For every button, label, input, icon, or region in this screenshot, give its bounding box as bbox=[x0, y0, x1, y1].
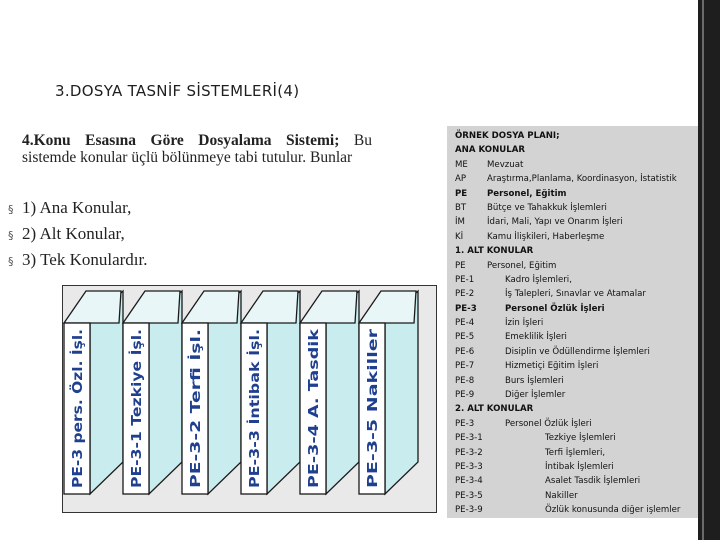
bullet-text: 1) Ana Konular, bbox=[22, 198, 132, 217]
plan-code: ME bbox=[455, 159, 468, 170]
plan-row bbox=[447, 402, 698, 416]
plan-description: Diğer İşlemler bbox=[505, 390, 566, 401]
binder-top-face bbox=[300, 291, 357, 323]
plan-row bbox=[447, 259, 698, 273]
slide-title: 3.DOSYA TASNİF SİSTEMLERİ(4) bbox=[55, 82, 300, 100]
binder-top-face bbox=[123, 291, 180, 323]
plan-code: PE-3-4 bbox=[455, 476, 483, 487]
binder-label: PE-3-5 Nakiller bbox=[366, 379, 381, 488]
plan-code: BT bbox=[455, 202, 467, 213]
plan-row bbox=[447, 201, 698, 215]
plan-description: Kamu İlişkileri, Haberleşme bbox=[487, 231, 605, 242]
plan-code: İM bbox=[455, 217, 465, 228]
plan-row bbox=[447, 316, 698, 330]
binder-label: PE-3 pers. Özl. İşl. bbox=[71, 354, 86, 488]
plan-row bbox=[447, 359, 698, 373]
plan-row bbox=[447, 187, 698, 201]
plan-row bbox=[447, 129, 698, 143]
plan-row bbox=[447, 503, 698, 517]
plan-description: Bütçe ve Tahakkuk İşlemleri bbox=[487, 202, 607, 213]
plan-code: PE-6 bbox=[455, 346, 475, 357]
plan-code: PE-4 bbox=[455, 318, 475, 329]
bullet-marker: § bbox=[8, 229, 14, 242]
plan-description: İdari, Mali, Yapı ve Onarım İşleri bbox=[487, 217, 623, 228]
plan-row bbox=[447, 143, 698, 157]
binder-label: PE-3-3 İntibak İşl. bbox=[248, 358, 263, 488]
plan-code: PE-2 bbox=[455, 289, 475, 300]
plan-description: Disiplin ve Ödüllendirme İşlemleri bbox=[505, 346, 650, 357]
plan-code: PE-9 bbox=[455, 390, 475, 401]
plan-description: Terfi İşlemleri, bbox=[545, 447, 606, 458]
plan-row bbox=[447, 302, 698, 316]
plan-description: Özlük konusunda diğer işlemler bbox=[545, 505, 681, 516]
binder bbox=[123, 291, 182, 494]
plan-code: PE-3-5 bbox=[455, 490, 483, 501]
plan-description: Araştırma,Planlama, Koordinasyon, İstatistik bbox=[487, 174, 677, 185]
plan-description: Burs İşlemleri bbox=[505, 375, 564, 386]
binder-label: PE-3-2 Terfi İşl. bbox=[189, 377, 204, 488]
plan-description: Personel Özlük İşleri bbox=[505, 418, 592, 429]
plan-code: PE-7 bbox=[455, 361, 475, 372]
plan-description: Kadro İşlemleri, bbox=[505, 274, 572, 285]
binder bbox=[359, 291, 418, 494]
bullet-text: 3) Tek Konulardır. bbox=[22, 250, 148, 269]
plan-code: ANA KONULAR bbox=[455, 145, 525, 156]
binder-top-face bbox=[359, 291, 416, 323]
plan-description: Nakiller bbox=[545, 490, 578, 501]
plan-row bbox=[447, 431, 698, 445]
plan-row bbox=[447, 446, 698, 460]
binder-top-face bbox=[241, 291, 298, 323]
plan-row bbox=[447, 273, 698, 287]
plan-row bbox=[447, 388, 698, 402]
binder-top-face bbox=[64, 291, 121, 323]
plan-description: Emeklilik İşleri bbox=[505, 332, 567, 343]
bullet-marker: § bbox=[8, 255, 14, 268]
plan-description: Personel, Eğitim bbox=[487, 188, 567, 199]
plan-row bbox=[447, 330, 698, 344]
plan-description: Personel Özlük İşleri bbox=[505, 303, 605, 314]
plan-row bbox=[447, 460, 698, 474]
plan-code: AP bbox=[455, 174, 467, 185]
bullet-marker: § bbox=[8, 203, 14, 216]
plan-description: İzin İşleri bbox=[505, 318, 544, 329]
binder-top-face bbox=[182, 291, 239, 323]
plan-row bbox=[447, 374, 698, 388]
plan-row bbox=[447, 474, 698, 488]
plan-description: İntibak İşlemleri bbox=[545, 461, 614, 472]
plan-description: Asalet Tasdik İşlemleri bbox=[545, 476, 641, 487]
plan-row bbox=[447, 158, 698, 172]
intro-text: Bu sistemde konular üçlü bölünmeye tabi tutulur. Bunlar bbox=[22, 132, 372, 166]
binder bbox=[64, 291, 123, 494]
plan-code: PE-3 bbox=[455, 303, 477, 314]
plan-code: PE-3-1 bbox=[455, 433, 483, 444]
plan-code: Kİ bbox=[455, 231, 464, 242]
binder-label: PE-3-4 A. Tasdik bbox=[307, 370, 322, 488]
plan-description: Personel, Eğitim bbox=[487, 260, 557, 271]
plan-description: Mevzuat bbox=[487, 159, 524, 170]
bullet-text: 2) Alt Konular, bbox=[22, 224, 125, 243]
plan-row bbox=[447, 230, 698, 244]
plan-code: ÖRNEK DOSYA PLANI; bbox=[455, 131, 560, 141]
plan-row bbox=[447, 172, 698, 186]
plan-code: PE-3-2 bbox=[455, 447, 483, 458]
plan-description: Tezkiye İşlemleri bbox=[545, 433, 616, 444]
plan-code: PE-8 bbox=[455, 375, 475, 386]
plan-code: PE-3-3 bbox=[455, 461, 483, 472]
plan-description: İş Talepleri, Sınavlar ve Atamalar bbox=[505, 289, 646, 300]
plan-description: Hizmetiçi Eğitim İşleri bbox=[505, 361, 599, 372]
plan-code: PE-5 bbox=[455, 332, 475, 343]
plan-row bbox=[447, 417, 698, 431]
plan-code: 2. ALT KONULAR bbox=[455, 404, 534, 415]
plan-row bbox=[447, 345, 698, 359]
binder-label: PE-3-1 Tezkiye İşl. bbox=[130, 355, 145, 488]
plan-code: 1. ALT KONULAR bbox=[455, 246, 534, 257]
plan-code: PE-3-9 bbox=[455, 505, 483, 516]
binder bbox=[300, 291, 359, 494]
plan-row bbox=[447, 489, 698, 503]
plan-code: PE bbox=[455, 188, 468, 199]
plan-code: PE-3 bbox=[455, 418, 475, 429]
plan-row bbox=[447, 244, 698, 258]
intro-bold-lead: 4.Konu Esasına Göre Dosyalama Sistemi; bbox=[22, 132, 340, 149]
plan-row bbox=[447, 287, 698, 301]
plan-code: PE bbox=[455, 260, 466, 271]
binder bbox=[182, 291, 241, 494]
plan-code: PE-1 bbox=[455, 274, 475, 285]
plan-row bbox=[447, 215, 698, 229]
binder bbox=[241, 291, 300, 494]
file-plan-panel bbox=[447, 126, 698, 518]
